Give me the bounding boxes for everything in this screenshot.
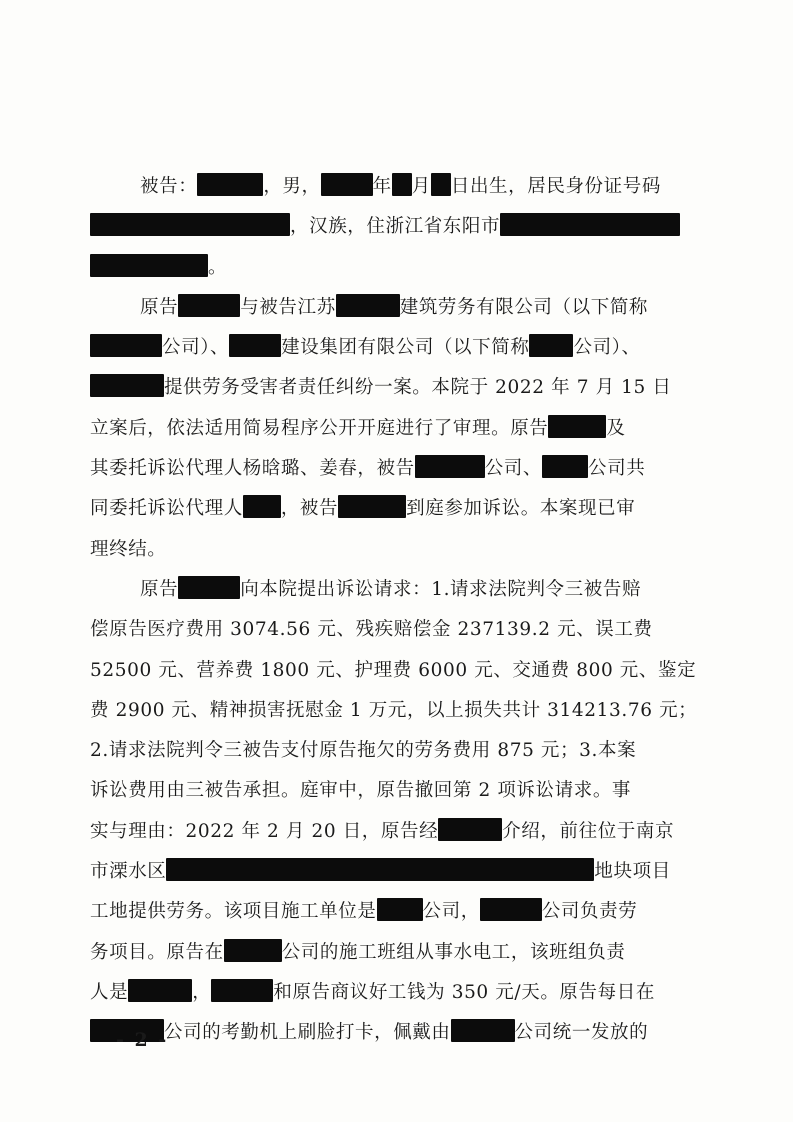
redaction-block: [548, 415, 606, 438]
redaction-block: [90, 254, 208, 277]
text-segment: 偿原告医疗费用 3074.56 元、残疾赔偿金 237139.2 元、误工费: [90, 619, 653, 641]
text-segment: ，被告: [280, 498, 339, 520]
redaction-block: [90, 334, 162, 357]
text-segment: 公司的施工班组从事水电工，该班组负责: [281, 941, 626, 963]
text-line: [90, 973, 706, 1013]
text-segment: 公司）、: [573, 337, 641, 359]
redaction-block: [178, 576, 240, 599]
redaction-block: [243, 495, 281, 518]
text-segment: 费 2900 元、精神损害抚慰金 1 万元，以上损失共计 314213.76 元；: [90, 699, 698, 721]
text-segment: ，: [192, 981, 212, 1003]
text-line: [90, 449, 706, 489]
text-segment: 。: [208, 256, 228, 278]
page-number: - 2 -: [116, 1029, 169, 1051]
redaction-block: [128, 979, 192, 1002]
text-segment: 公司负责劳: [541, 901, 638, 923]
redaction-block: [90, 213, 290, 236]
text-segment: 公司、: [484, 458, 543, 480]
redaction-block: [338, 495, 406, 518]
text-segment: ，汉族，住浙江省东阳市: [290, 216, 501, 238]
text-line: [90, 409, 706, 449]
text-line: [90, 731, 706, 771]
redaction-block: [377, 898, 423, 921]
text-segment: 理终结。: [90, 538, 167, 560]
redaction-block: [90, 374, 164, 397]
redaction-block: [197, 173, 263, 196]
text-segment: 年: [372, 176, 392, 197]
text-segment: 到庭参加诉讼。本案现已审: [406, 498, 636, 520]
text-segment: 及: [606, 417, 626, 439]
text-segment: 日出生，居民身份证号码: [450, 176, 661, 197]
text-segment: 人是: [90, 981, 129, 1003]
text-segment: 月: [411, 176, 431, 197]
text-segment: 建筑劳务有限公司（以下简称: [399, 296, 649, 318]
text-line: [90, 651, 706, 691]
text-segment: 市溧水区: [90, 861, 167, 883]
text-segment: 与被告江苏: [240, 296, 336, 318]
text-segment: 原告: [140, 296, 179, 318]
redaction-block: [224, 939, 282, 962]
text-segment: 公司的考勤机上刷脸打卡，佩戴由: [164, 1022, 451, 1044]
redaction-block: [431, 173, 451, 196]
redaction-block: [392, 173, 412, 196]
redaction-block: [336, 294, 400, 317]
text-line: [90, 248, 706, 288]
text-segment: 公司）、: [162, 337, 230, 359]
document-body: [90, 167, 706, 1054]
text-segment: 建设集团有限公司（以下简称: [281, 337, 530, 359]
redaction-block: [211, 979, 273, 1002]
text-line: [90, 288, 706, 328]
text-segment: 提供劳务受害者责任纠纷一案。本院于 2022 年 7 月 15 日: [164, 377, 672, 399]
text-line: [90, 610, 706, 650]
text-segment: 同委托诉讼代理人: [90, 498, 243, 520]
redaction-block: [438, 818, 502, 841]
text-line: [90, 1013, 706, 1053]
text-segment: 公司统一发放的: [514, 1022, 649, 1044]
text-segment: 公司，: [422, 901, 480, 923]
text-line: [90, 489, 706, 529]
text-line: [90, 530, 706, 570]
text-line: [90, 691, 706, 731]
text-segment: 诉讼费用由三被告承担。庭审中，原告撤回第 2 项诉讼请求。事: [90, 780, 632, 802]
text-line: [90, 167, 706, 207]
text-segment: 实与理由：2022 年 2 月 20 日，原告经: [90, 820, 439, 842]
redaction-block: [178, 294, 240, 317]
redaction-block: [415, 455, 485, 478]
text-segment: 和原告商议好工钱为 350 元/天。原告每日在: [273, 981, 655, 1003]
text-segment: ，男，: [263, 176, 321, 197]
text-line: [90, 570, 706, 610]
text-line: [90, 368, 706, 408]
text-segment: 介绍，前往位于南京: [502, 820, 675, 842]
redaction-block: [480, 898, 542, 921]
text-line: [90, 328, 706, 368]
redaction-block: [229, 334, 281, 357]
redaction-block: [321, 173, 373, 196]
text-segment: 被告：: [140, 176, 198, 197]
text-segment: 公司共: [588, 458, 646, 480]
text-segment: 向本院提出诉讼请求：1.请求法院判令三被告赔: [240, 578, 642, 600]
text-segment: 原告: [140, 578, 179, 600]
text-line: [90, 207, 706, 247]
redaction-block: [451, 1019, 515, 1042]
text-line: [90, 771, 706, 811]
text-segment: 2.请求法院判令三被告支付原告拖欠的劳务费用 875 元；3.本案: [90, 740, 637, 762]
redaction-block: [500, 213, 680, 236]
text-line: [90, 933, 706, 973]
text-segment: 工地提供劳务。该项目施工单位是: [90, 901, 377, 923]
text-segment: 地块项目: [594, 861, 671, 883]
text-line: [90, 892, 706, 932]
text-segment: 其委托诉讼代理人杨晗璐、姜春，被告: [90, 458, 415, 480]
text-line: [90, 812, 706, 852]
redaction-block: [529, 334, 573, 357]
redaction-block: [166, 858, 594, 881]
text-segment: 立案后，依法适用简易程序公开开庭进行了审理。原告: [90, 417, 549, 439]
redaction-block: [542, 455, 588, 478]
text-line: [90, 852, 706, 892]
text-segment: 务项目。原告在: [90, 941, 224, 963]
text-segment: 52500 元、营养费 1800 元、护理费 6000 元、交通费 800 元、鉴定: [90, 659, 697, 681]
